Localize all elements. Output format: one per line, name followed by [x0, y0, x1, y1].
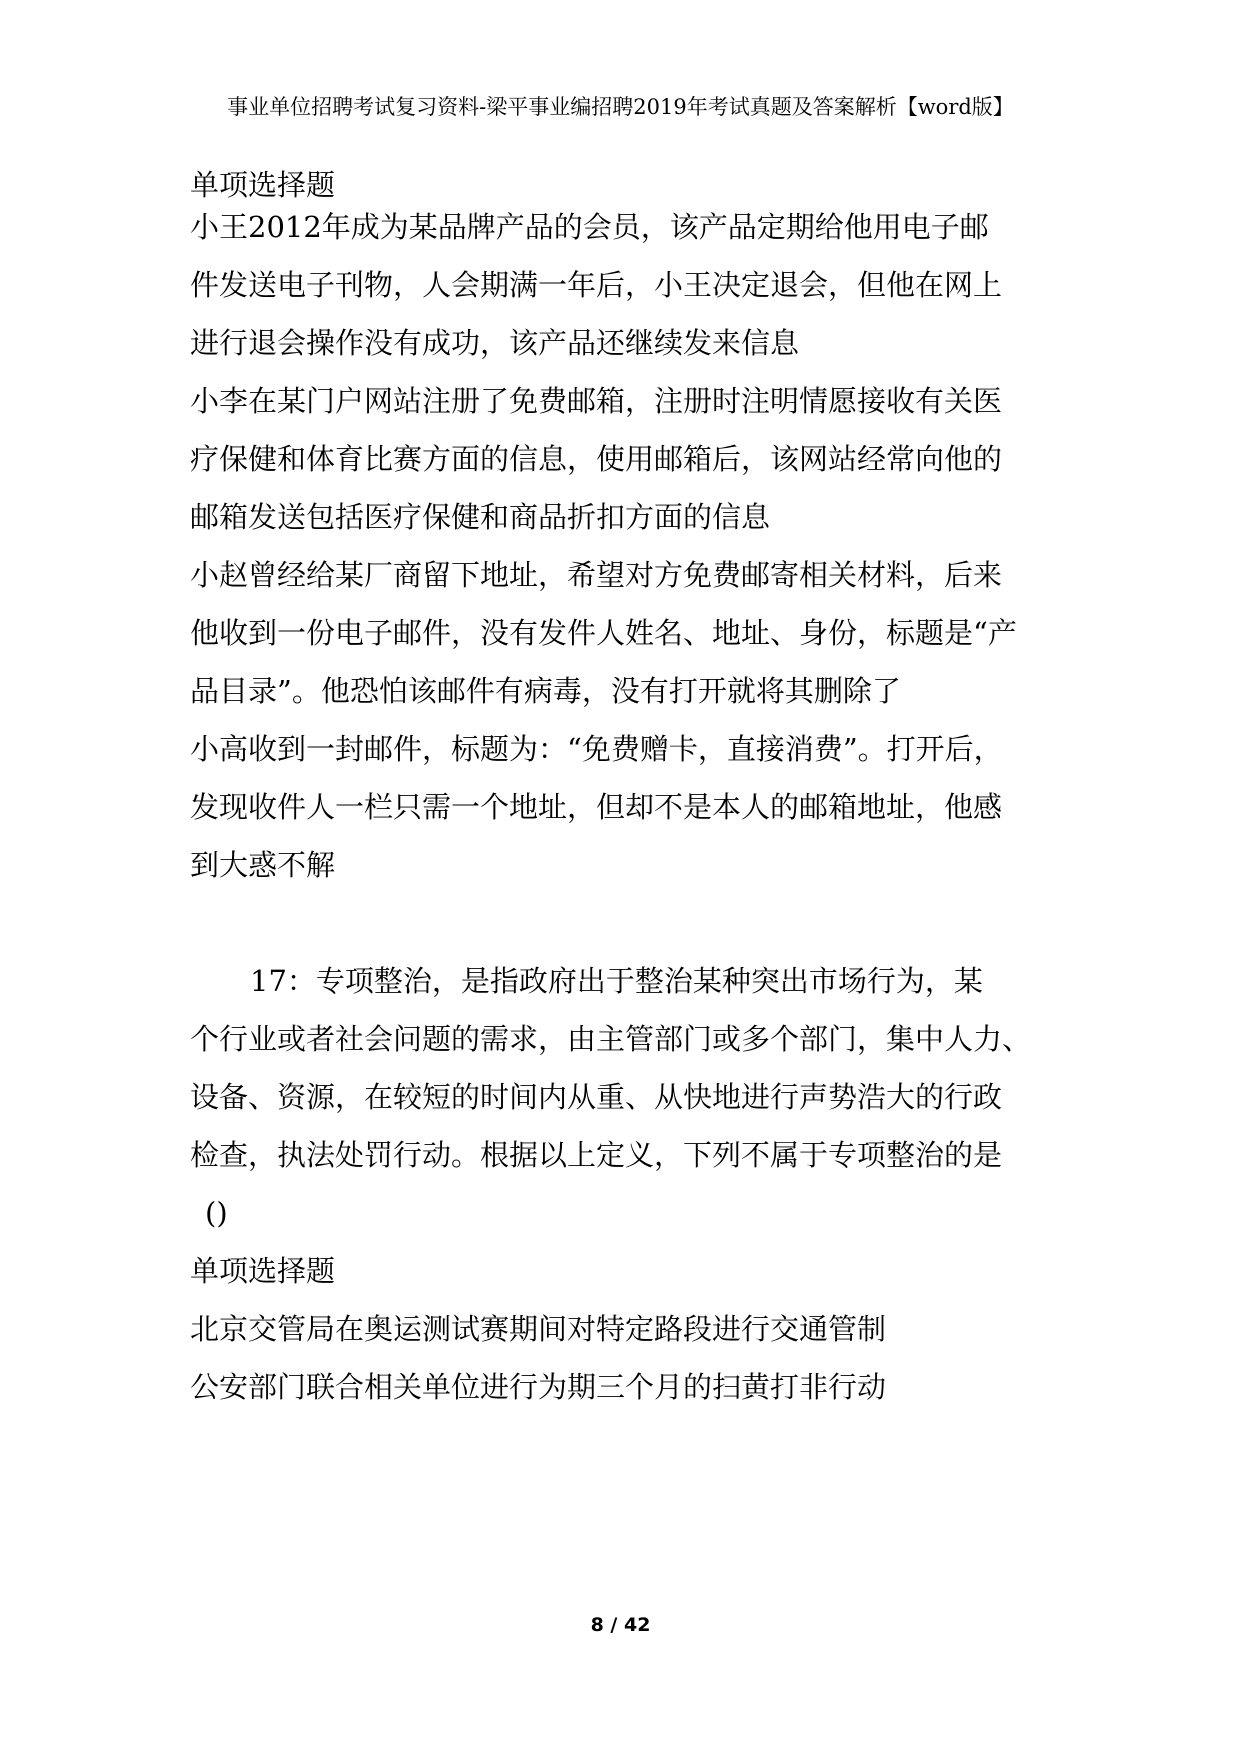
- option-b-line-3: 邮箱发送包括医疗保健和商品折扣方面的信息: [190, 500, 771, 534]
- option-a-line-2: 件发送电子刊物，人会期满一年后，小王决定退会，但他在网上: [190, 268, 1003, 302]
- option-d-line-1: 小高收到一封邮件，标题为：“免费赠卡，直接消费”。打开后，: [190, 732, 1003, 766]
- option-a-line-1: 北京交管局在奥运测试赛期间对特定路段进行交通管制: [190, 1312, 887, 1346]
- question-type-label: 单项选择题: [190, 1254, 336, 1288]
- page-number: 8 / 42: [590, 1614, 651, 1636]
- option-c-line-1: 小赵曾经给某厂商留下地址，希望对方免费邮寄相关材料，后来: [190, 558, 1003, 592]
- question-17-stem-line-1: 17：专项整治，是指政府出于整治某种突出市场行为，某: [250, 964, 983, 998]
- option-b-line-1: 小李在某门户网站注册了免费邮箱，注册时注明情愿接收有关医: [190, 384, 1003, 418]
- option-b-line-2: 疗保健和体育比赛方面的信息，使用邮箱后，该网站经常向他的: [190, 442, 1003, 476]
- option-a-line-3: 进行退会操作没有成功，该产品还继续发来信息: [190, 326, 800, 360]
- option-c-line-3: 品目录”。他恐怕该邮件有病毒，没有打开就将其删除了: [190, 674, 901, 708]
- option-d-line-2: 发现收件人一栏只需一个地址，但却不是本人的邮箱地址，他感: [190, 790, 1003, 824]
- option-a-line-1: 小王2012年成为某品牌产品的会员，该产品定期给他用电子邮: [190, 210, 989, 244]
- question-17-stem-line-4: 检查，执法处罚行动。根据以上定义，下列不属于专项整治的是: [190, 1138, 1003, 1172]
- answer-blank-parentheses: (): [205, 1196, 228, 1230]
- option-c-line-2: 他收到一份电子邮件，没有发件人姓名、地址、身份，标题是“产: [190, 616, 1017, 650]
- question-17-stem-line-3: 设备、资源，在较短的时间内从重、从快地进行声势浩大的行政: [190, 1080, 1003, 1114]
- page-header: 事业单位招聘考试复习资料-梁平事业编招聘2019年考试真题及答案解析【word版】: [227, 95, 1014, 119]
- option-d-line-3: 到大惑不解: [190, 848, 336, 882]
- question-17-stem-line-2: 个行业或者社会问题的需求，由主管部门或多个部门，集中人力、: [190, 1022, 1032, 1056]
- option-b-line-1: 公安部门联合相关单位进行为期三个月的扫黄打非行动: [190, 1370, 887, 1404]
- question-type-label: 单项选择题: [190, 168, 336, 202]
